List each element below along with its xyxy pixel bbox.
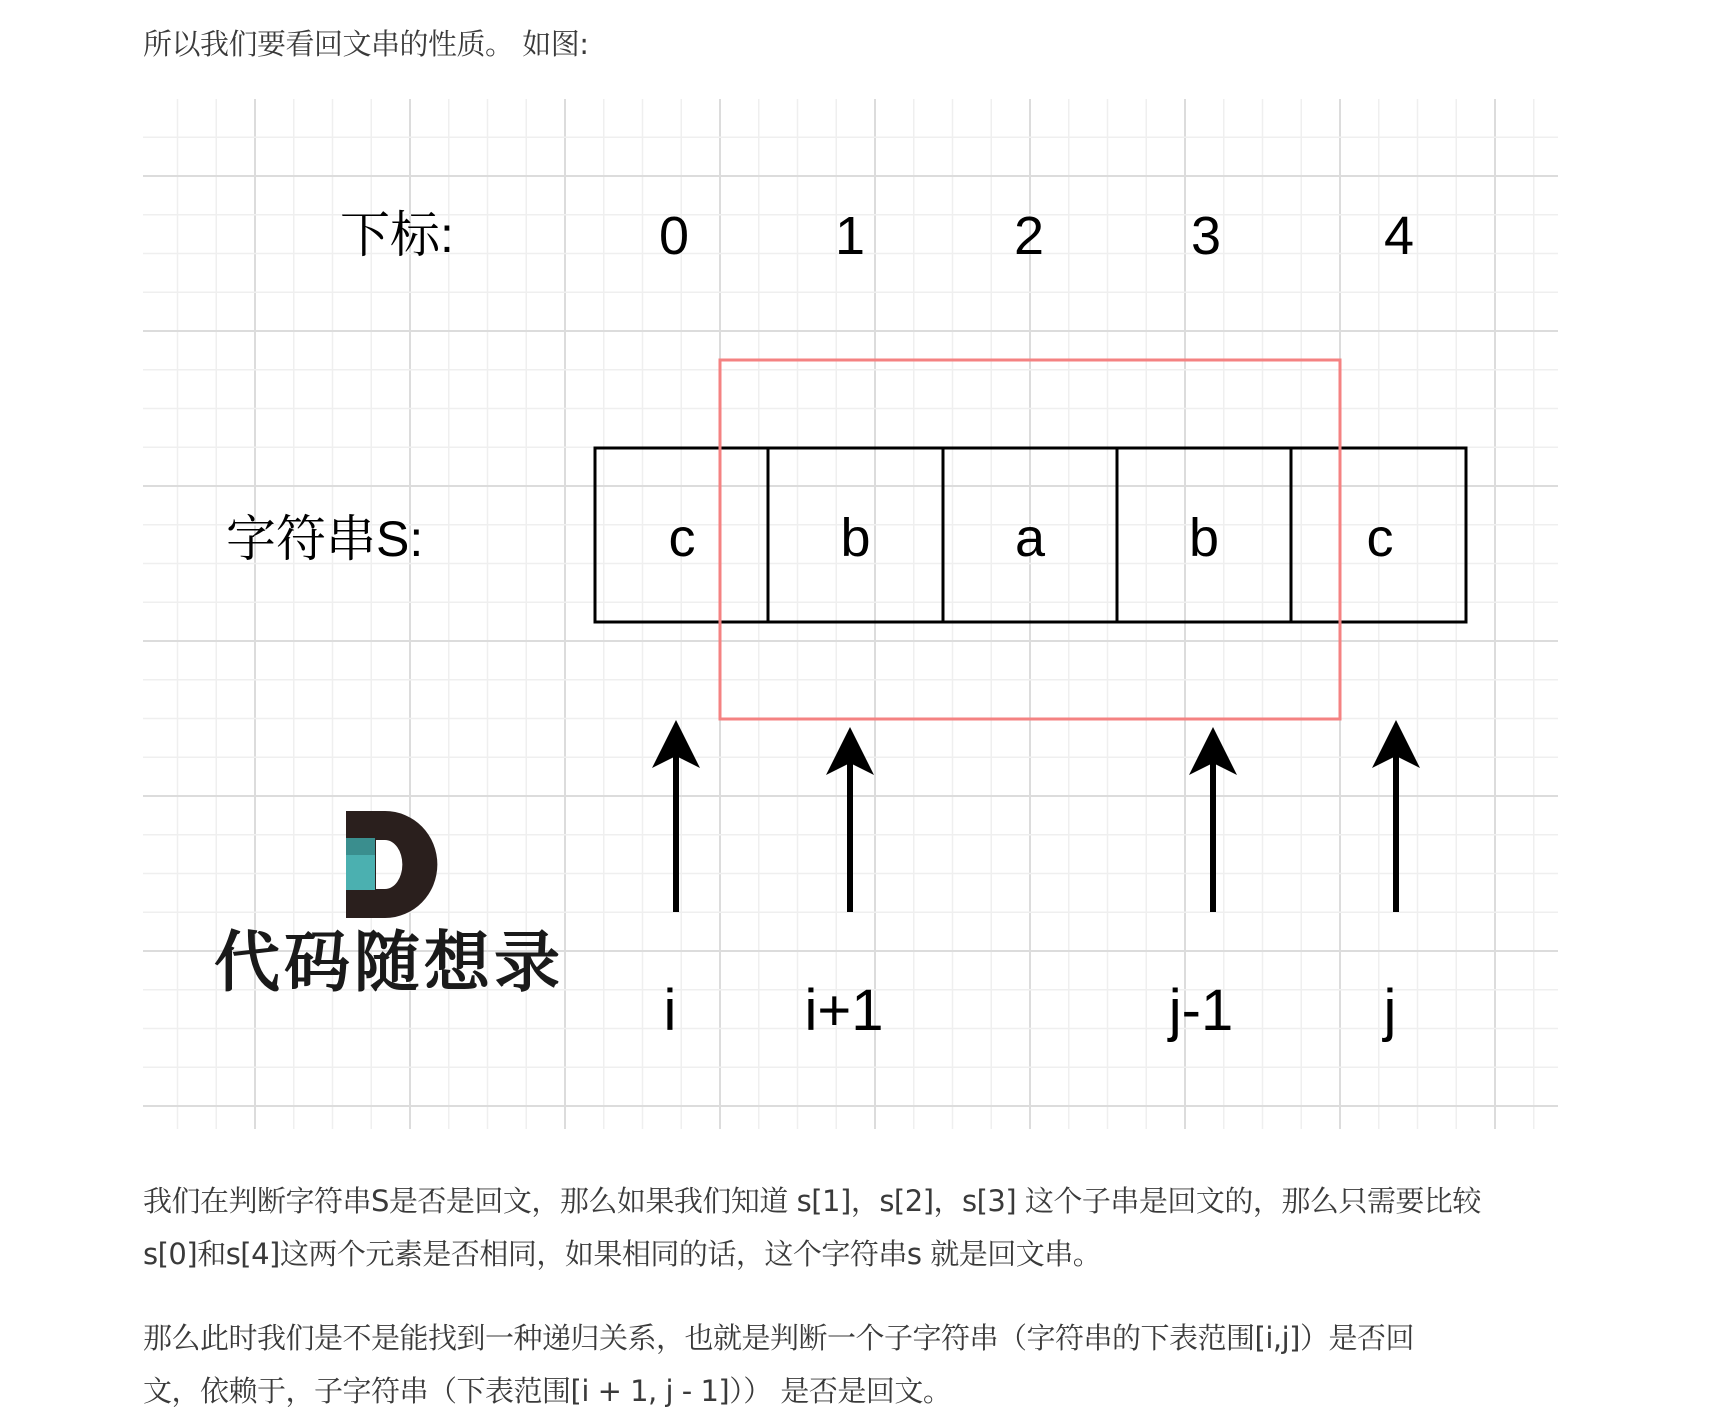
pointer-label: i+1 [804,978,884,1043]
paragraph-line: s[0]和s[4]这两个元素是否相同，如果相同的话，这个字符串s 就是回文串。 [143,1237,1102,1271]
logo-text: 代码随想录 [214,923,564,1001]
string-label: 字符串S: [226,511,424,567]
string-char: b [840,508,871,568]
pointer-label: j-1 [1168,978,1234,1043]
string-char: b [1188,508,1220,568]
pointer-label: j [1383,978,1397,1043]
string-char: a [1014,508,1046,568]
paragraph-line: 文，依赖于，子字符串（下表范围[i + 1, j - 1]）） 是否是回文。 [143,1374,952,1408]
pointer-label: i [663,978,677,1043]
index-number: 2 [1013,206,1045,266]
paragraph-line: 我们在判断字符串S是否是回文，那么如果我们知道 s[1]，s[2]，s[3] 这个子串是回文的，那么只需要比较 [143,1184,1481,1218]
index-number: 0 [658,206,690,266]
paragraph-line: 那么此时我们是不是能找到一种递归关系，也就是判断一个子字符串（字符串的下表范围[i,j]）是否回 [143,1321,1414,1355]
intro-text: 所以我们要看回文串的性质。 如图: [143,27,589,61]
index-number: 4 [1383,206,1415,266]
string-char: c [668,508,696,568]
logo [214,811,564,1001]
index-number: 1 [834,206,866,266]
index-number: 3 [1190,206,1222,266]
string-char: c [1366,508,1394,568]
paragraph-2 [143,1312,1414,1418]
index-label: 下标: [340,207,454,263]
paragraph-1 [143,1175,1481,1281]
